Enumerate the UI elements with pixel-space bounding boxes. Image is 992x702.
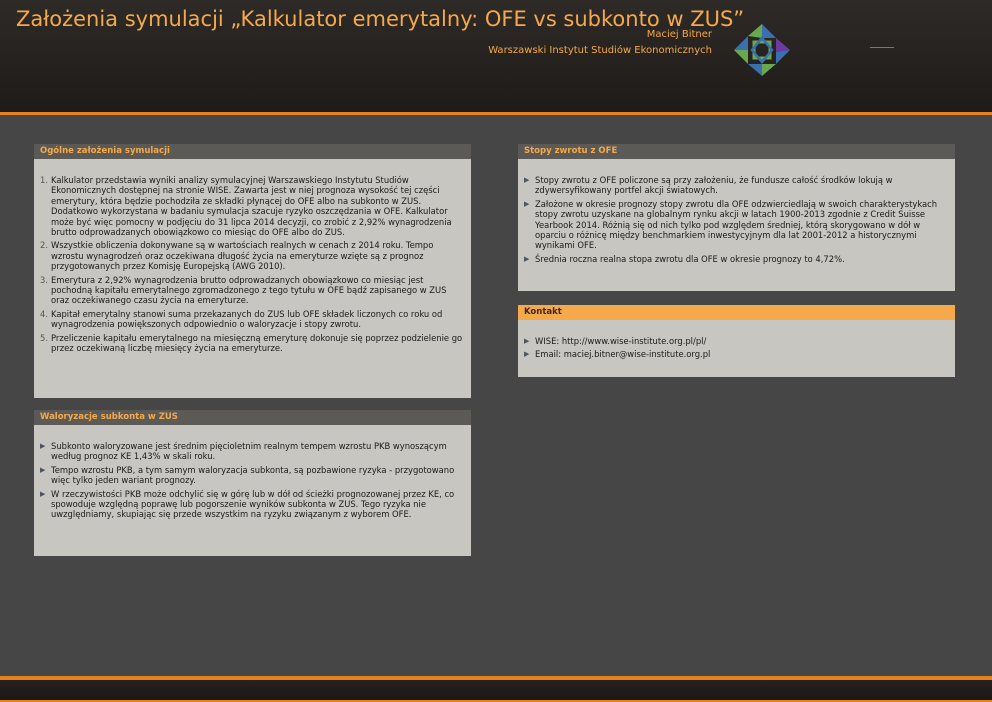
bullet-triangle-icon: ▶	[40, 465, 46, 474]
contact-list	[524, 336, 947, 360]
bullet-triangle-icon: ▶	[524, 176, 530, 184]
bullet-triangle-icon: ▶	[40, 442, 46, 450]
website-link: WISE: http://www.wise-institute.org.pl/pl/	[535, 336, 707, 346]
list-item[interactable]	[524, 336, 947, 346]
assumptions-list	[40, 175, 463, 354]
list-item: ▶ Stopy zwrotu z OFE policzone są przy założeniu, że fundusze całość środków lokują w zdywersyfikowany portfel akcji światowych.	[524, 175, 893, 196]
institute-name: Warszawski Instytut Studiów Ekonomicznych	[488, 45, 712, 56]
block-title: Waloryzacje subkonta w ZUS	[34, 410, 471, 425]
bullet-triangle-icon: ▶	[40, 489, 46, 498]
list-item: 5. Przeliczenie kapitału emerytalnego na miesięczną emeryturę dokonuje się poprzez podzielenie go przez oczekiwaną liczbę miesięcy życia na emeryturze.	[40, 332, 463, 354]
block-title: Ogólne założenia symulacji	[34, 144, 471, 159]
returns-list	[524, 175, 947, 264]
block-title: Stopy zwrotu z OFE	[518, 144, 955, 159]
wise-logo-icon	[732, 22, 792, 78]
list-item: ▶ Subkonto waloryzowane jest średnim pięcioletnim realnym tempem wzrostu PKB wynoszącym według prognoz KE 1,43% w skali roku.	[40, 441, 447, 462]
list-item: 1. Kalkulator przedstawia wyniki analizy symulacyjnej Warszawskiego Instytutu Studiów Ekonomicznych dostępnej na stronie WISE. Zawarta jest w niej prognoza wysokość tej części emerytury, która będzie pochodziła ze składki płynącej do OFE albo na subkonto w ZUS. Dodatkowo wykorzystana w badaniu symulacja szacuje ryzyko oszczędzania w OFE. Kalkulator może być więc pomocny w podjęciu do 31 lipca 2014 decyzji, co zrobić z 2,92% wynagrodzenia brutto odprowadzanych obowiązkowo co miesiąc do OFE albo do ZUS.	[40, 175, 452, 238]
block-valorization	[34, 410, 471, 556]
list-item: 3. Emerytura z 2,92% wynagrodzenia brutto odprowadzanych obowiązkowo co miesiąc jest pochodną kapitału emerytalnego zgromadzonego z tego tytułu w OFE bądź zapisanego w ZUS oraz oczekiwanego czasu życia na emeryturze.	[40, 274, 447, 306]
block-general-assumptions	[34, 144, 471, 398]
list-item: ▶ Średnia roczna realna stopa zwrotu dla OFE w okresie prognozy to 4,72%.	[524, 253, 845, 264]
poster-title: Założenia symulacji „Kalkulator emerytalny: OFE vs subkonto w ZUS”	[16, 7, 745, 31]
poster-footer	[0, 680, 992, 702]
list-item: 4. Kapitał emerytalny stanowi suma przekazanych do ZUS lub OFE składek liczonych co roku od wynagrodzenia powiększonych odpowiednio o waloryzacje i stopy zwrotu.	[40, 308, 443, 330]
bullet-triangle-icon: ▶	[524, 199, 530, 208]
list-item: ▶ W rzeczywistości PKB może odchylić się w górę lub w dół od ścieżki prognozowanej przez KE, co spowoduje względną poprawę lub pogorszenie wyników subkonta w ZUS. Tego ryzyka nie uwzględniamy, skupiając się przede wszystkim na ryzyku związanym z wyborem OFE.	[40, 488, 455, 520]
header-divider	[870, 47, 894, 48]
bullet-triangle-icon: ▶	[524, 350, 530, 359]
bullet-triangle-icon: ▶	[524, 337, 530, 345]
poster-header	[0, 0, 992, 115]
block-contact	[518, 305, 955, 377]
block-title: Kontakt	[518, 305, 955, 320]
list-item: 2. Wszystkie obliczenia dokonywane są w wartościach realnych w cenach z 2014 roku. Tempo wzrostu wynagrodzeń oraz oczekiwana długość życia na emeryturze wzięte są z prognoz przygotowanych przez Komisję Europejską (AWG 2010).	[40, 240, 434, 272]
list-item: ▶ Tempo wzrostu PKB, a tym samym waloryzacja subkonta, są pozbawione ryzyka - przygotowano więc tylko jeden wariant prognozy.	[40, 464, 455, 486]
email-link: Email: maciej.bitner@wise-institute.org.pl	[535, 349, 711, 360]
author-name: Maciej Bitner	[646, 29, 712, 40]
block-returns	[518, 144, 955, 291]
bullet-triangle-icon: ▶	[524, 254, 530, 263]
valorization-list	[40, 441, 463, 520]
list-item[interactable]	[524, 349, 947, 359]
list-item: ▶ Założone w okresie prognozy stopy zwrotu dla OFE odzwierciedlają w swoich charakterystykach stopy zwrotu uzyskane na globalnym rynku akcji w latach 1900-2013 zgodnie z Credit Suisse Yearbook 2014. Różnią się od nich tylko pod względem średniej, którą skorygowano w dół w oparciu o różnicę między benchmarkiem inwestycyjnym dla lat 2001-2012 a historycznymi wynikami OFE.	[524, 198, 938, 251]
